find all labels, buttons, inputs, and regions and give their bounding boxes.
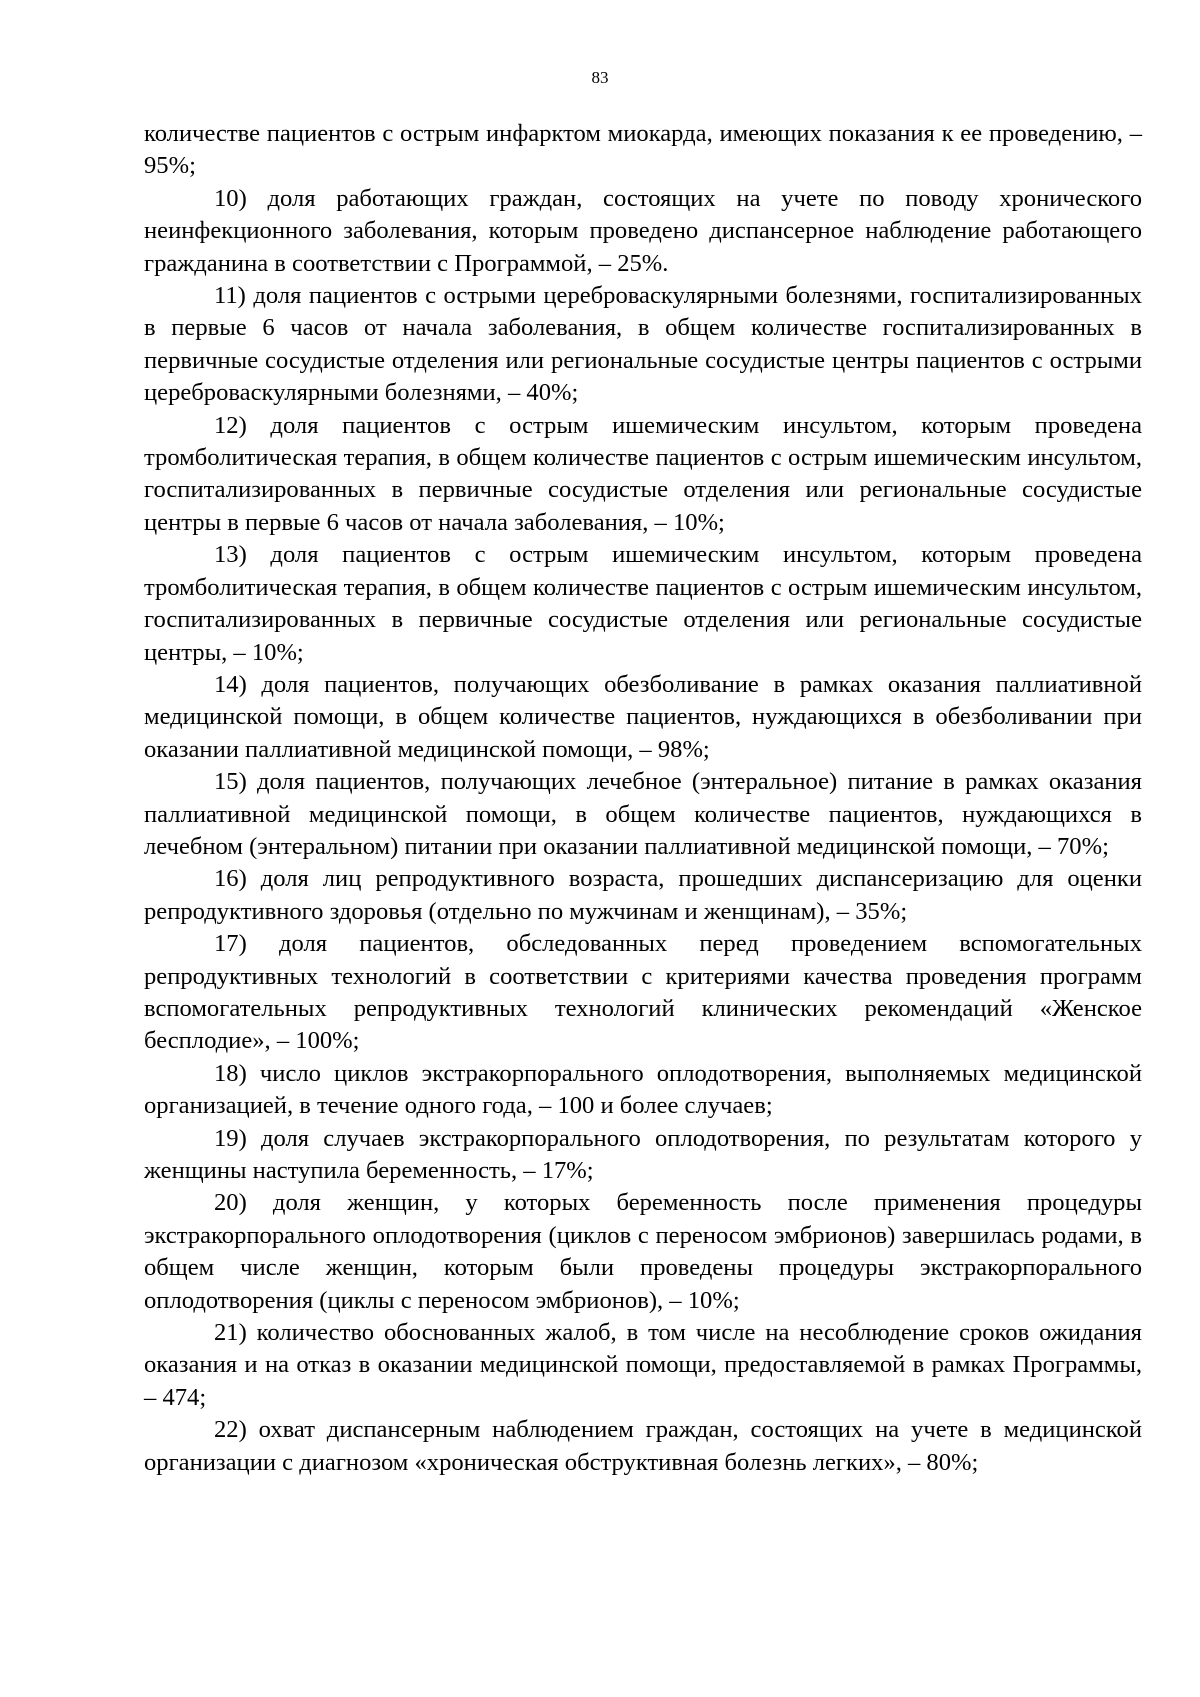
paragraph-continuation-9: количестве пациентов с острым инфарктом миокарда, имеющих показания к ее проведению, – 95%; — [144, 120, 1142, 180]
paragraph-item-18: 18) число циклов экстракорпорального оплодотворения, выполняемых медицинской организацией, в течение одного года, – 100 и более случаев; — [144, 1059, 1142, 1120]
paragraph-item-20: 20) доля женщин, у которых беременность после применения процедуры экстракорпорального оплодотворения (циклов с переносом эмбрионов) завершилась родами, в общем числе женщин, которым были проведены процедуры экстракорпорального оплодотворения (циклы с переносом эмбрионов), – 10%; — [144, 1189, 1142, 1314]
paragraph-item-10: 10) доля работающих граждан, состоящих на учете по поводу хронического неинфекционного заболевания, которым проведено диспансерное наблюдение работающего гражданина в соответствии с Программой, – 25%. — [144, 184, 1142, 277]
paragraph-item-12: 12) доля пациентов с острым ишемическим инсультом, которым проведена тромболитическая терапия, в общем количестве пациентов с острым ишемическим инсультом, госпитализированных в первичные сосудистые отделения или региональные сосудистые центры в первые 6 часов от начала заболевания, – 10%; — [144, 411, 1142, 536]
paragraph-item-11: 11) доля пациентов с острыми цереброваскулярными болезнями, госпитализированных в первые 6 часов от начала заболевания, в общем количестве госпитализированных в первичные сосудистые отделения или региональные сосудистые центры пациентов с острыми цереброваскулярными болезнями, – 40%; — [144, 282, 1142, 407]
paragraph-item-16: 16) доля лиц репродуктивного возраста, прошедших диспансеризацию для оценки репродуктивного здоровья (отдельно по мужчинам и женщинам), – 35%; — [144, 865, 1142, 925]
paragraph-item-15: 15) доля пациентов, получающих лечебное (энтеральное) питание в рамках оказания паллиативной медицинской помощи, в общем количестве пациентов, нуждающихся в лечебном (энтеральном) питании при оказании паллиативной медицинской помощи, – 70%; — [144, 768, 1142, 860]
paragraph-item-17: 17) доля пациентов, обследованных перед проведением вспомогательных репродуктивных технологий в соответствии с критериями качества проведения программ вспомогательных репродуктивных технологий клинических рекомендаций «Женское бесплодие», – 100%; — [144, 930, 1142, 1055]
paragraph-item-22: 22) охват диспансерным наблюдением граждан, состоящих на учете в медицинской организации с диагнозом «хроническая обструктивная болезнь легких», – 80%; — [144, 1416, 1142, 1476]
paragraph-item-19: 19) доля случаев экстракорпорального оплодотворения, по результатам которого у женщины наступила беременность, – 17%; — [144, 1124, 1142, 1184]
page-number: 83 — [591, 68, 609, 87]
document-body — [144, 118, 1142, 1479]
paragraph-item-13: 13) доля пациентов с острым ишемическим инсультом, которым проведена тромболитическая терапия, в общем количестве пациентов с острым ишемическим инсультом, госпитализированных в первичные сосудистые отделения или региональные сосудистые центры, – 10%; — [144, 541, 1142, 666]
paragraph-item-21: 21) количество обоснованных жалоб, в том числе на несоблюдение сроков ожидания оказания и на отказ в оказании медицинской помощи, предоставляемой в рамках Программы, – 474; — [144, 1319, 1142, 1411]
paragraph-item-14: 14) доля пациентов, получающих обезболивание в рамках оказания паллиативной медицинской помощи, в общем количестве пациентов, нуждающихся в обезболивании при оказании паллиативной медицинской помощи, – 98%; — [144, 670, 1142, 763]
